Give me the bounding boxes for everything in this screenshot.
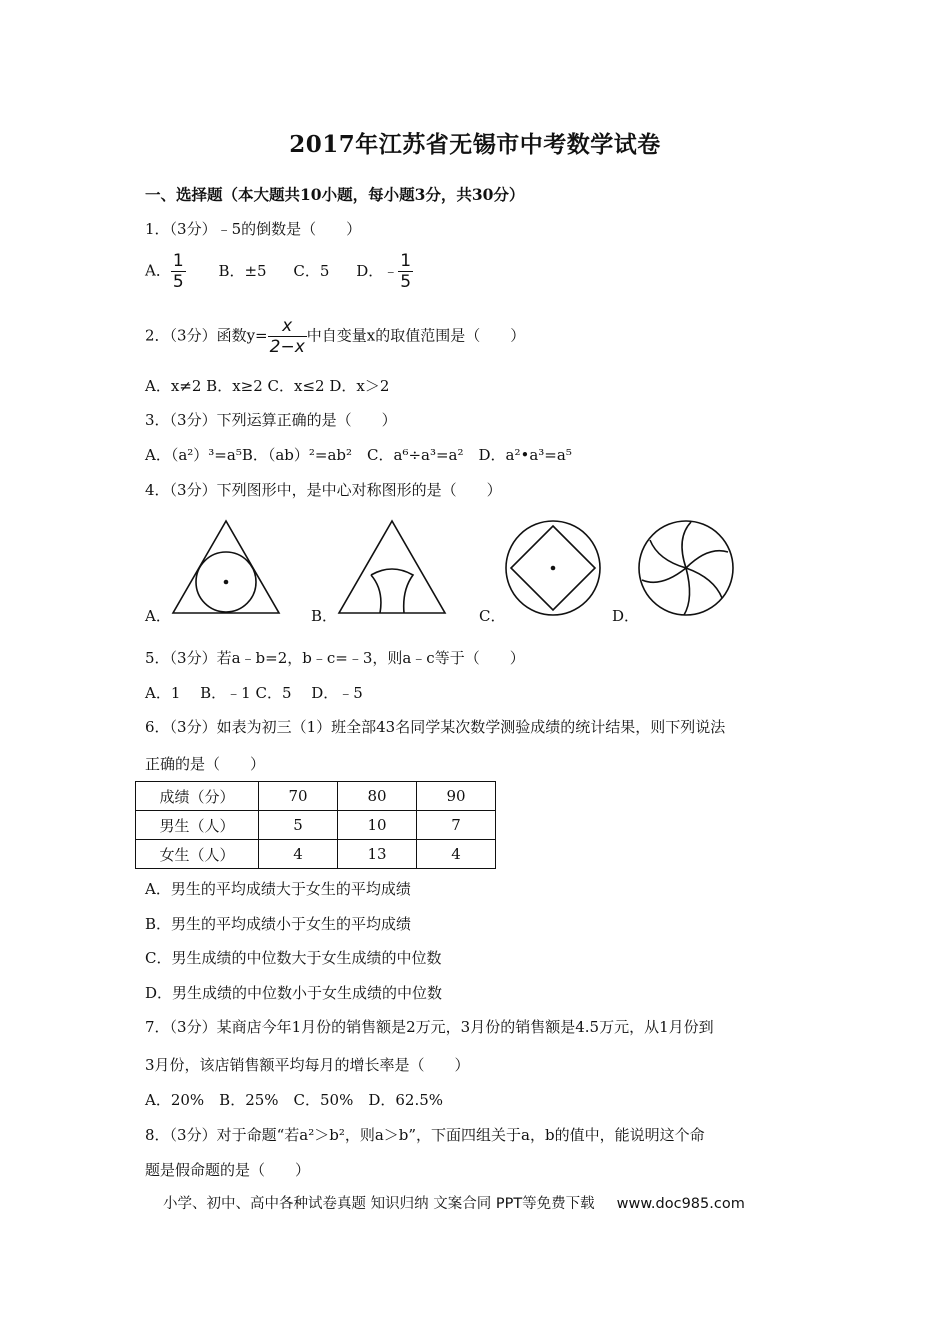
question-6-option-c: C．男生成绩的中位数大于女生成绩的中位数 [145, 949, 442, 967]
table-cell: 7 [417, 811, 496, 840]
question-1-stem: 1．（3分）﹣5的倒数是（ ） [145, 220, 362, 238]
figure-a-label: A． [145, 607, 171, 625]
question-5-options: A．1 B．﹣1 C．5 D．﹣5 [145, 684, 363, 702]
option-b: B．±5 [218, 261, 267, 280]
question-3-options: A．（a²）³=a⁵B．（ab）²=ab² C．a⁶÷a³=a² D．a²•a³=a⁵ [145, 446, 572, 464]
question-6-stem-line2: 正确的是（ ） [145, 755, 266, 773]
question-5-stem: 5．（3分）若a﹣b=2，b﹣c=﹣3，则a﹣c等于（ ） [145, 649, 525, 667]
table-row [136, 811, 496, 840]
option-c: C．5 [293, 261, 330, 280]
table-cell: 4 [259, 840, 338, 869]
table-cell: 5 [259, 811, 338, 840]
question-7-stem-line2: 3月份，该店销售额平均每月的增长率是（ ） [145, 1056, 470, 1074]
question-6-stem-line1: 6．（3分）如表为初三（1）班全部43名同学某次数学测验成绩的统计结果，则下列说法 [145, 718, 726, 736]
question-6-option-a: A．男生的平均成绩大于女生的平均成绩 [145, 880, 411, 898]
question-7-stem-line1: 7．（3分）某商店今年1月份的销售额是2万元，3月份的销售额是4.5万元，从1月份到 [145, 1018, 714, 1036]
question-4-stem: 4．（3分）下列图形中，是中心对称图形的是（ ） [145, 481, 502, 499]
figure-d-circle-petals [636, 518, 736, 618]
question-6-option-b: B．男生的平均成绩小于女生的平均成绩 [145, 915, 412, 933]
function-fraction: $\frac{x}{2-x}$ [269, 316, 305, 357]
figure-c-circle-square [503, 518, 603, 618]
option-a-fraction: $\frac{1}{5}$ [172, 251, 184, 292]
table-row [136, 840, 496, 869]
table-cell: 4 [417, 840, 496, 869]
question-2-options: A．x≠2 B．x≥2 C．x≤2 D．x＞2 [145, 377, 390, 395]
question-2-stem: 2．（3分）函数y= $\frac{x}{2-x}$ 中自变量x的取值范围是（ ） [145, 316, 526, 357]
question-3-stem: 3．（3分）下列运算正确的是（ ） [145, 411, 397, 429]
option-d-label: D．﹣ [356, 261, 399, 280]
score-table [135, 781, 496, 869]
figure-b-label: B． [311, 607, 338, 625]
page-footer [163, 1192, 745, 1213]
table-cell: 女生（人） [136, 840, 259, 869]
table-cell: 10 [338, 811, 417, 840]
question-1-options [145, 251, 413, 292]
question-8-stem-line1: 8．（3分）对于命题“若a²＞b²，则a＞b”，下面四组关于a，b的值中，能说明这个命 [145, 1126, 705, 1144]
table-cell: 成绩（分） [136, 782, 259, 811]
table-cell: 70 [259, 782, 338, 811]
table-cell: 80 [338, 782, 417, 811]
figure-d-label: D． [612, 607, 640, 625]
section-heading: 一、选择题（本大题共10小题，每小题3分，共30分） [145, 185, 525, 204]
option-a-label: A． [145, 261, 171, 280]
figure-a-triangle-incircle [170, 518, 282, 616]
table-cell: 男生（人） [136, 811, 259, 840]
question-7-options: A．20% B．25% C．50% D．62.5% [145, 1091, 444, 1109]
table-row [136, 782, 496, 811]
page-title: 2017年江苏省无锡市中考数学试卷 [289, 131, 661, 158]
footer-text: 小学、初中、高中各种试卷真题 知识归纳 文案合同 PPT等免费下载 [163, 1196, 595, 1212]
table-cell: 90 [417, 782, 496, 811]
question-6-option-d: D．男生成绩的中位数小于女生成绩的中位数 [145, 984, 443, 1002]
footer-url-link[interactable]: www.doc985.com [616, 1196, 745, 1212]
option-d-fraction: $\frac{1}{5}$ [400, 251, 412, 292]
table-cell: 13 [338, 840, 417, 869]
figure-c-label: C． [479, 607, 506, 625]
figure-b-triangle-arcs [336, 518, 448, 616]
question-8-stem-line2: 题是假命题的是（ ） [145, 1161, 311, 1179]
